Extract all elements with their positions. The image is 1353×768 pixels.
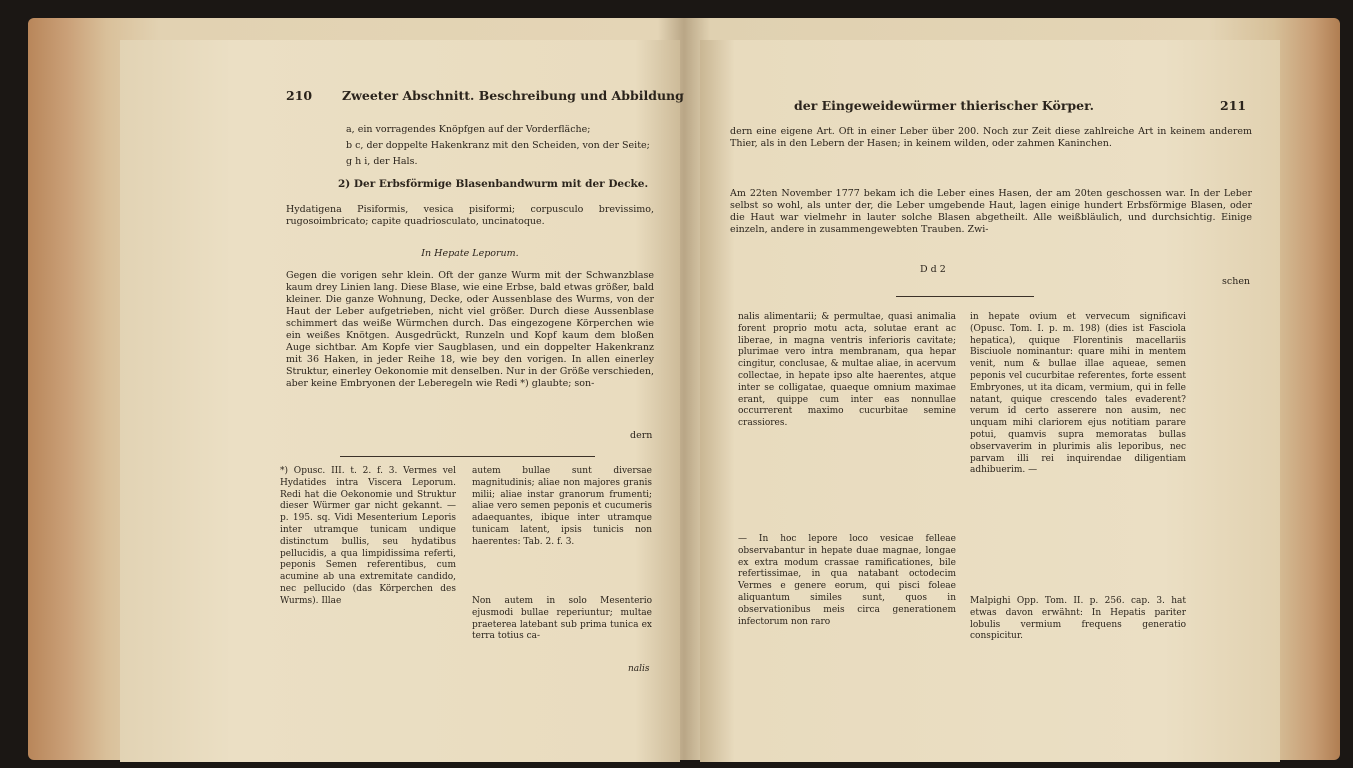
habitat-heading: In Hepate Leporum.	[421, 248, 519, 259]
page-number: 210	[286, 88, 313, 103]
right-page	[700, 40, 1280, 762]
page-number: 211	[1220, 98, 1247, 113]
footnote-rule	[896, 296, 1034, 297]
footnote-column: Malpighi Opp. Tom. II. p. 256. cap. 3. hat etwas davon erwähnt: In Hepatis pariter lobulis vermium frequens generatio conspicitur.	[970, 596, 1186, 642]
catchword: dern	[630, 430, 653, 441]
footnote-column: in hepate ovium et vervecum significavi (Opusc. Tom. I. p. m. 198) (dies ist Fasciola hepatica), quique Florentinis macellariis Bisciuole nominantur: quare mihi in mentem venit, num & bullae illae aqueae, semen peponis vel cucurbitae referentes, forte essent Embryones, ut ita dicam, vermium, qui in felle natant, quique crescendo tales evaderent? verum id certo asserere non ausim, nec unquam mihi clariorem ejus notitiam parare potui, quamvis supra memoratas bullas observaverim in plurimis alis leporibus, nec parvam illi rei inquirendae diligentiam adhibuerim. —	[970, 312, 1186, 476]
catchword: schen	[1222, 276, 1251, 287]
section-title: 2) Der Erbsförmige Blasenbandwurm mit der Decke.	[338, 178, 649, 190]
footnote-column: *) Opusc. III. t. 2. f. 3. Vermes vel Hydatides intra Viscera Leporum. Redi hat die Oekonomie und Struktur dieser Würmer gar nicht gekannt. — p. 195. sq. Vidi Mesenterium Leporis inter utramque tunicam undique distinctum bullis, seu hydatibus pellucidis, a qua limpidissima referti, peponis Semen referentibus, cum acumine ab una extremitate candido, nec pellucido (das Körperchen des Wurms). Illae	[280, 466, 456, 606]
body-text: dern eine eigene Art. Oft in einer Leber über 200. Noch zur Zeit diese zahlreiche Art in keinem anderem Thier, als in den Lebern der Hasen; in keinem wilden, oder zahmen Kaninchen.	[730, 126, 1252, 149]
footnote-column: — In hoc lepore loco vesicae felleae observabantur in hepate duae magnae, longae ex extra modum crassae ramificationes, bile refertissimae, in qua natabant octodecim Vermes e genere eorum, qui pisci foleae aliquantum similes sunt, quos in observationibus meis circa generationem infectorum non raro	[738, 534, 956, 627]
footnote-column: Non autem in solo Mesenterio ejusmodi bullae reperiuntur; multae praeterea latebant sub prima tunica ex terra totius ca-	[472, 596, 652, 642]
list-item: g h i, der Hals.	[346, 156, 418, 167]
signature-mark: D d 2	[920, 264, 946, 275]
left-page	[120, 40, 684, 762]
open-book	[28, 18, 1340, 760]
list-item: a, ein vorragendes Knöpfgen auf der Vorderfläche;	[346, 124, 591, 135]
catchword: nalis	[628, 664, 650, 674]
footnote-column: nalis alimentarii; & permultae, quasi animalia forent proprio motu acta, solutae erant ac liberae, in magna ventris inferioris cavitate; plurimae vero intra membranam, qua hepar cingitur, conclusae, & multae aliae, in acervum collectae, in hepate ipso alte haerentes, atque inter se colligatae, quaeque omnium maximae erant, quippe cum inter eas nonnullae occurrerent maximo cucurbitae semine crassiores.	[738, 312, 956, 429]
list-item: b c, der doppelte Hakenkranz mit den Scheiden, von der Seite;	[346, 140, 650, 151]
footnote-column: autem bullae sunt diversae magnitudinis; aliae non majores granis milii; aliae instar granorum frumenti; aliae vero semen peponis et cucumeris adaequantes, ibique inter utramque tunicam latent, ipsis tunicis non haerentes: Tab. 2. f. 3.	[472, 466, 652, 547]
footnote-rule	[340, 456, 595, 457]
body-text: Am 22ten November 1777 bekam ich die Leber eines Hasen, der am 20ten geschossen war. In der Leber selbst so wohl, als unter der, die Leber umgebende Haut, lagen einige hundert Erbsförmige Blasen, oder die Haut war vielmehr in lauter solche Blasen abgetheilt. Alle weißbläulich, und durchsichtig. Einige einzeln, andere in zusammengewebten Trauben. Zwi-	[730, 188, 1252, 235]
body-text: Gegen die vorigen sehr klein. Oft der ganze Wurm mit der Schwanzblase kaum drey Linien lang. Diese Blase, wie eine Erbse, bald etwas größer, bald kleiner. Die ganze Wohnung, Decke, oder Aussenblase des Wurms, von der Haut der Leber aufgetrieben, nicht viel größer. Durch diese Aussenblase schimmert das weiße Würmchen durch. Das eingezogene Körperchen wie ein weißes Knötgen. Ausgedrückt, Runzeln und Kopf kaum dem bloßen Auge sichtbar. Am Kopfe vier Saugblasen, und ein doppelter Hakenkranz mit 36 Haken, in jeder Reihe 18, wie bey den vorigen. In allen einerley Struktur, einerley Oekonomie mit denselben. Nur in der Größe verschieden, aber keine Embryonen der Leberegeln wie Redi *) glaubte; son-	[286, 270, 654, 389]
diagnosis: Hydatigena Pisiformis, vesica pisiformi; corpusculo brevissimo, rugosoimbricato; capite quadriosculato, uncinatoque.	[286, 204, 654, 227]
running-head: der Eingeweidewürmer thierischer Körper.	[794, 98, 1094, 113]
running-head: Zweeter Abschnitt. Beschreibung und Abbildung	[342, 88, 684, 103]
